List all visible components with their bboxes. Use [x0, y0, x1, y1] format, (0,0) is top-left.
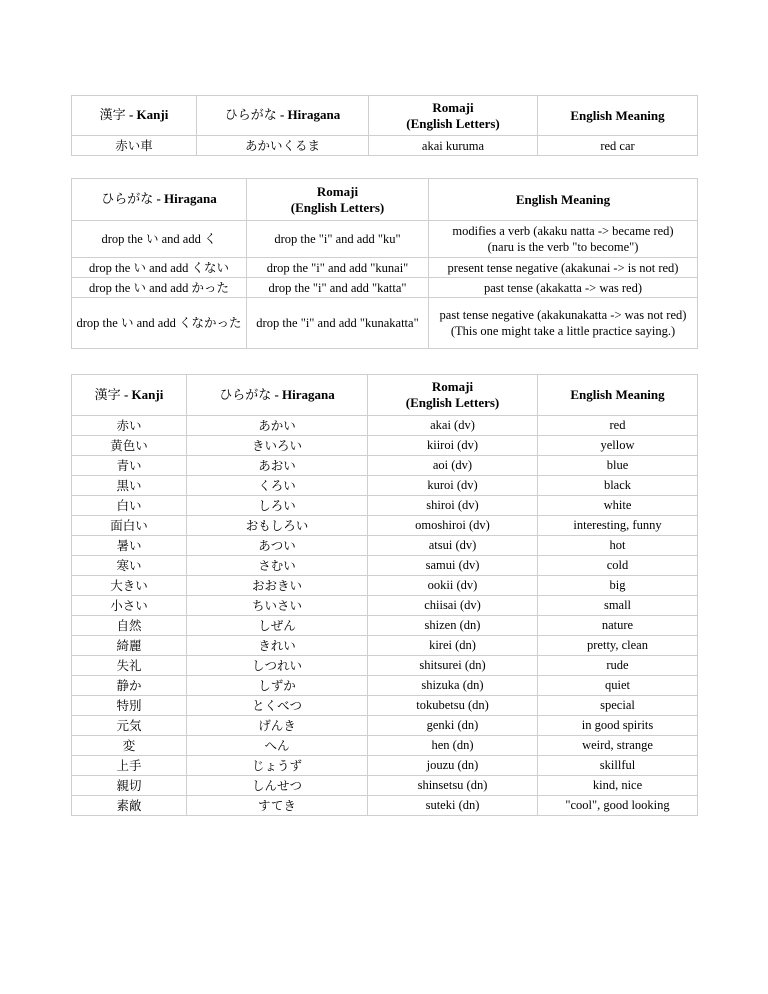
- kanji-cell: 赤い車: [72, 136, 197, 156]
- header-kanji: 漢字 - Kanji: [72, 96, 197, 136]
- hiragana-cell: drop the い and add かった: [72, 278, 247, 298]
- header-english-meaning: English Meaning: [538, 96, 698, 136]
- romaji-cell: aoi (dv): [368, 456, 538, 476]
- header-row: [72, 96, 698, 136]
- romaji-cell: shitsurei (dn): [368, 656, 538, 676]
- meaning-cell: blue: [538, 456, 698, 476]
- table-row: [72, 756, 698, 776]
- table-row: [72, 616, 698, 636]
- table-row: [72, 776, 698, 796]
- meaning-cell: "cool", good looking: [538, 796, 698, 816]
- header-romaji: Romaji (English Letters): [247, 179, 429, 221]
- table-row: [72, 278, 698, 298]
- header-romaji: Romaji (English Letters): [369, 96, 538, 136]
- kanji-cell: 上手: [72, 756, 187, 776]
- romaji-cell: shiroi (dv): [368, 496, 538, 516]
- table-row: [72, 576, 698, 596]
- meaning-cell: black: [538, 476, 698, 496]
- romaji-cell: tokubetsu (dn): [368, 696, 538, 716]
- table-row: [72, 136, 698, 156]
- header-hiragana: ひらがな - Hiragana: [187, 375, 368, 416]
- hiragana-cell: すてき: [187, 796, 368, 816]
- kanji-cell: 素敵: [72, 796, 187, 816]
- kanji-cell: 特別: [72, 696, 187, 716]
- kanji-cell: 元気: [72, 716, 187, 736]
- romaji-cell: jouzu (dn): [368, 756, 538, 776]
- meaning-cell: interesting, funny: [538, 516, 698, 536]
- hiragana-cell: とくべつ: [187, 696, 368, 716]
- hiragana-cell: しぜん: [187, 616, 368, 636]
- meaning-cell: weird, strange: [538, 736, 698, 756]
- romaji-cell: akai kuruma: [369, 136, 538, 156]
- meaning-cell: kind, nice: [538, 776, 698, 796]
- conjugation-table: [71, 178, 698, 349]
- hiragana-cell: drop the い and add くない: [72, 258, 247, 278]
- meaning-cell: skillful: [538, 756, 698, 776]
- meaning-cell: special: [538, 696, 698, 716]
- table-row: [72, 696, 698, 716]
- header-english-meaning: English Meaning: [538, 375, 698, 416]
- hiragana-cell: きいろい: [187, 436, 368, 456]
- kanji-cell: 親切: [72, 776, 187, 796]
- header-hiragana: ひらがな - Hiragana: [72, 179, 247, 221]
- hiragana-cell: おもしろい: [187, 516, 368, 536]
- kanji-cell: 青い: [72, 456, 187, 476]
- meaning-cell: in good spirits: [538, 716, 698, 736]
- hiragana-cell: しつれい: [187, 656, 368, 676]
- kanji-cell: 自然: [72, 616, 187, 636]
- hiragana-cell: げんき: [187, 716, 368, 736]
- hiragana-cell: きれい: [187, 636, 368, 656]
- table-row: [72, 221, 698, 258]
- meaning-cell: hot: [538, 536, 698, 556]
- romaji-cell: atsui (dv): [368, 536, 538, 556]
- kanji-cell: 静か: [72, 676, 187, 696]
- meaning-cell: white: [538, 496, 698, 516]
- romaji-cell: ookii (dv): [368, 576, 538, 596]
- meaning-cell: small: [538, 596, 698, 616]
- meaning-cell: pretty, clean: [538, 636, 698, 656]
- hiragana-cell: くろい: [187, 476, 368, 496]
- header-english-meaning: English Meaning: [429, 179, 698, 221]
- table-row: [72, 298, 698, 349]
- hiragana-cell: へん: [187, 736, 368, 756]
- romaji-cell: samui (dv): [368, 556, 538, 576]
- kanji-cell: 綺麗: [72, 636, 187, 656]
- hiragana-cell: しずか: [187, 676, 368, 696]
- kanji-cell: 黒い: [72, 476, 187, 496]
- meaning-cell: red car: [538, 136, 698, 156]
- table-row: [72, 456, 698, 476]
- romaji-cell: akai (dv): [368, 416, 538, 436]
- header-row: [72, 179, 698, 221]
- romaji-cell: chiisai (dv): [368, 596, 538, 616]
- kanji-cell: 大きい: [72, 576, 187, 596]
- table-row: [72, 536, 698, 556]
- kanji-cell: 失礼: [72, 656, 187, 676]
- table-row: [72, 736, 698, 756]
- table-row: [72, 516, 698, 536]
- romaji-cell: drop the "i" and add "katta": [247, 278, 429, 298]
- hiragana-cell: しんせつ: [187, 776, 368, 796]
- meaning-cell: nature: [538, 616, 698, 636]
- romaji-cell: suteki (dn): [368, 796, 538, 816]
- romaji-cell: shizen (dn): [368, 616, 538, 636]
- meaning-cell: cold: [538, 556, 698, 576]
- romaji-cell: hen (dn): [368, 736, 538, 756]
- hiragana-cell: drop the い and add くなかった: [72, 298, 247, 349]
- meaning-cell: modifies a verb (akaku natta -> became red) (naru is the verb "to become"): [429, 221, 698, 258]
- romaji-cell: shizuka (dn): [368, 676, 538, 696]
- adjective-table-body: [72, 416, 698, 816]
- kanji-cell: 白い: [72, 496, 187, 516]
- table-row: [72, 716, 698, 736]
- header-kanji: 漢字 - Kanji: [72, 375, 187, 416]
- kanji-cell: 小さい: [72, 596, 187, 616]
- example-table: [71, 95, 698, 156]
- header-hiragana: ひらがな - Hiragana: [197, 96, 369, 136]
- hiragana-cell: じょうず: [187, 756, 368, 776]
- romaji-cell: drop the "i" and add "kunakatta": [247, 298, 429, 349]
- meaning-cell: quiet: [538, 676, 698, 696]
- hiragana-cell: あかいくるま: [197, 136, 369, 156]
- meaning-cell: big: [538, 576, 698, 596]
- meaning-cell: past tense (akakatta -> was red): [429, 278, 698, 298]
- table-row: [72, 496, 698, 516]
- table-row: [72, 556, 698, 576]
- romaji-cell: shinsetsu (dn): [368, 776, 538, 796]
- hiragana-cell: あかい: [187, 416, 368, 436]
- romaji-cell: genki (dn): [368, 716, 538, 736]
- romaji-cell: drop the "i" and add "ku": [247, 221, 429, 258]
- kanji-cell: 暑い: [72, 536, 187, 556]
- table-row: [72, 596, 698, 616]
- table-row: [72, 636, 698, 656]
- kanji-cell: 寒い: [72, 556, 187, 576]
- romaji-cell: kiiroi (dv): [368, 436, 538, 456]
- romaji-cell: kirei (dn): [368, 636, 538, 656]
- table-row: [72, 676, 698, 696]
- hiragana-cell: しろい: [187, 496, 368, 516]
- hiragana-cell: drop the い and add く: [72, 221, 247, 258]
- hiragana-cell: あつい: [187, 536, 368, 556]
- table-row: [72, 796, 698, 816]
- meaning-cell: rude: [538, 656, 698, 676]
- meaning-cell: yellow: [538, 436, 698, 456]
- kanji-cell: 面白い: [72, 516, 187, 536]
- romaji-cell: kuroi (dv): [368, 476, 538, 496]
- header-row: [72, 375, 698, 416]
- hiragana-cell: さむい: [187, 556, 368, 576]
- meaning-cell: past tense negative (akakunakatta -> was not red) (This one might take a little practice saying.): [429, 298, 698, 349]
- hiragana-cell: ちいさい: [187, 596, 368, 616]
- meaning-cell: present tense negative (akakunai -> is not red): [429, 258, 698, 278]
- meaning-cell: red: [538, 416, 698, 436]
- romaji-cell: drop the "i" and add "kunai": [247, 258, 429, 278]
- adjective-table: [71, 374, 698, 816]
- romaji-cell: omoshiroi (dv): [368, 516, 538, 536]
- hiragana-cell: おおきい: [187, 576, 368, 596]
- kanji-cell: 黄色い: [72, 436, 187, 456]
- table-row: [72, 476, 698, 496]
- table-row: [72, 656, 698, 676]
- kanji-cell: 変: [72, 736, 187, 756]
- table-row: [72, 258, 698, 278]
- table-row: [72, 416, 698, 436]
- table-row: [72, 436, 698, 456]
- kanji-cell: 赤い: [72, 416, 187, 436]
- header-romaji: Romaji (English Letters): [368, 375, 538, 416]
- hiragana-cell: あおい: [187, 456, 368, 476]
